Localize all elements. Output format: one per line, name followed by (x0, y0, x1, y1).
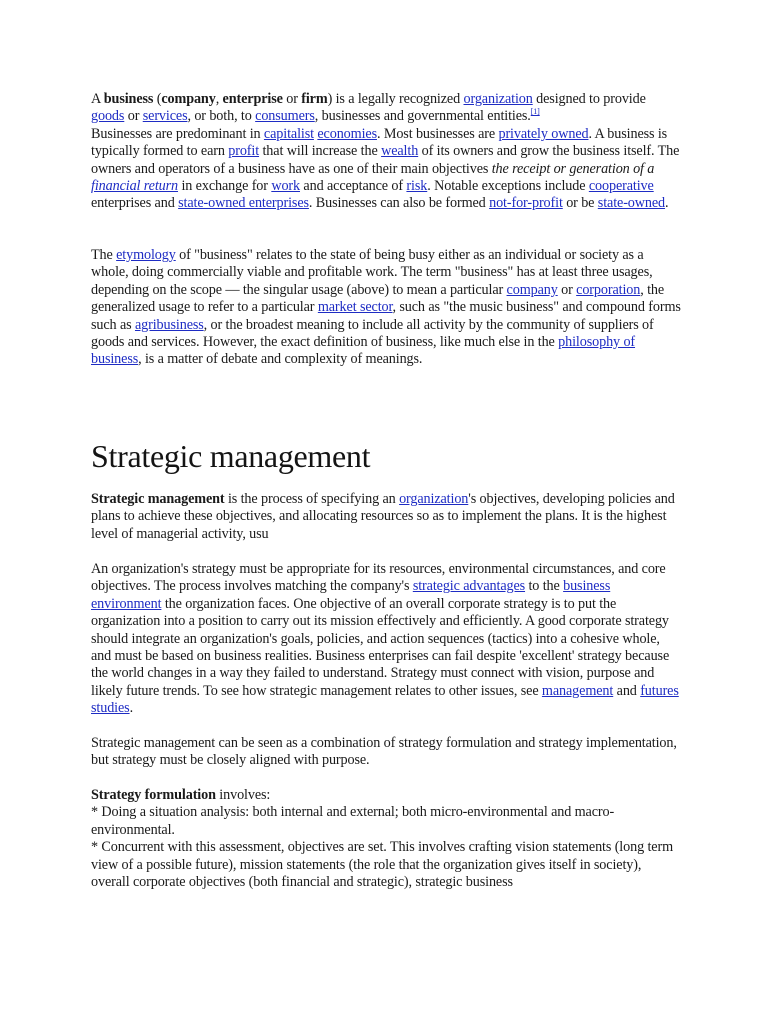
link-not-for-profit[interactable]: not-for-profit (489, 195, 563, 212)
link-philosophy-of-business[interactable]: philosophy of business (91, 334, 636, 368)
link-organization[interactable]: organization (399, 491, 469, 507)
text-run: . (665, 195, 669, 212)
text-run: enterprises and (91, 195, 179, 212)
link-privately-owned[interactable]: privately owned (498, 125, 589, 142)
text-run: Strategic management can be seen as a combination of strategy formulation and strategy implementation, but strategy must be closely aligned with purpose. (91, 735, 677, 769)
text-run: ( (153, 91, 162, 107)
text-run: or be (562, 195, 598, 212)
text-run: , such as "the music business" and compound forms such as (91, 299, 681, 333)
text-run: . Businesses can also be formed (308, 195, 490, 212)
bold-term-business: business (103, 91, 154, 107)
link-risk[interactable]: risk (406, 178, 428, 195)
text-run: of its owners and grow the business itself. The owners and operators of a business have as one of their main objectives (91, 143, 680, 177)
text-run: . A business is typically formed to earn (91, 125, 668, 160)
link-economies[interactable]: economies (317, 125, 377, 142)
link-state-owned-enterprises[interactable]: state-owned enterprises (178, 195, 309, 212)
link-profit[interactable]: profit (228, 143, 260, 160)
text-run: to the (525, 578, 564, 595)
text-run: , or the broadest meaning to include all activity by the community of suppliers of goods and services. However, the exact definition of business, like much else in the (91, 316, 654, 351)
paragraph-strategy (91, 561, 681, 718)
link-strategic-advantages[interactable]: strategic advantages (412, 578, 526, 595)
link-goods[interactable]: goods (91, 108, 125, 125)
text-run: , is a matter of debate and complexity of meanings. (138, 351, 423, 368)
bold-term-firm: firm (301, 91, 328, 107)
text-run: . Notable exceptions include (427, 178, 589, 195)
text-run: and (613, 682, 641, 699)
text-run: the organization faces. One objective of an overall corporate strategy is to put the organization into a position to carry out its mission effectively and efficiently. A good corporate strategy should integrate an organization's goals, policies, and action sequences (tactics) into a cohesive whole, and must be based on business realities. Business enterprises can fail despite 'excellent' strategy because the world changes in a way they failed to understand. Strategy must connect with vision, purpose and likely future trends. To see how strategic management relates to other issues, see (91, 595, 670, 699)
text-run: is the process of specifying an (224, 491, 400, 507)
link-futures-studies[interactable]: futures studies (91, 682, 679, 717)
text-run: A (91, 91, 104, 107)
text-run: The (91, 247, 117, 263)
link-management[interactable]: management (541, 682, 614, 699)
text-run: or (282, 91, 302, 107)
text-run: or (557, 281, 577, 298)
link-state-owned[interactable]: state-owned (597, 195, 666, 212)
link-work[interactable]: work (271, 178, 300, 195)
link-financial-return[interactable]: financial return (91, 178, 179, 195)
paragraph-combination (91, 735, 681, 770)
link-corporation[interactable]: corporation (576, 281, 641, 298)
link-organization[interactable]: organization (463, 91, 533, 107)
text-run: . (129, 700, 134, 717)
text-run: designed to provide (532, 91, 646, 107)
paragraph-etymology (91, 247, 681, 369)
text-run: 's objectives, developing policies and plans to achieve these objectives, and allocating resources so as to implement the plans. It is the highest level of managerial activity, usu (91, 491, 675, 542)
text-run: that will increase the (259, 143, 382, 160)
text-run: of "business" relates to the state of being busy either as an individual or society as a whole, doing commercially viable and profitable work. The term "business" has at least three usages, depending on the scope — the singular usage (above) to mean a particular (91, 247, 653, 298)
link-services[interactable]: services (142, 108, 188, 125)
text-run: . Most businesses are (376, 125, 499, 142)
text-run: , or both, to (187, 108, 256, 125)
link-wealth[interactable]: wealth (381, 143, 419, 160)
text-run: or (124, 108, 143, 125)
link-agribusiness[interactable]: agribusiness (134, 316, 204, 333)
link-capitalist[interactable]: capitalist (263, 125, 314, 142)
list-item-situation-analysis: * Doing a situation analysis: both internal and external; both micro-environmental and macro-environmental. (91, 804, 615, 838)
text-run: and acceptance of (300, 178, 407, 195)
text-run: ) is a legally recognized (327, 91, 464, 107)
link-etymology[interactable]: etymology (116, 247, 176, 263)
bold-term-enterprise: enterprise (222, 91, 283, 107)
link-business-environment[interactable]: business environment (91, 578, 611, 612)
text-run: , businesses and governmental entities. (314, 108, 531, 125)
link-market-sector[interactable]: market sector (317, 299, 393, 316)
bold-term-company: company (161, 91, 216, 107)
link-cooperative[interactable]: cooperative (588, 178, 654, 195)
paragraph-business-definition (91, 91, 681, 213)
link-footnote-ref[interactable]: [1] (530, 107, 540, 117)
bold-term-strategic-management: Strategic management (91, 491, 225, 507)
text-run: involves: (215, 787, 271, 803)
link-company[interactable]: company (506, 281, 558, 298)
text-run: in exchange for (178, 178, 272, 195)
text-run: , (215, 91, 223, 107)
list-item-objectives: * Concurrent with this assessment, objectives are set. This involves crafting vision statements (long term view of a possible future), mission statements (the role that the organization gives itself in society), overall corporate objectives (both financial and strategic), strategic business (91, 839, 673, 891)
paragraph-strategy-formulation (91, 787, 681, 891)
bold-term-strategy-formulation: Strategy formulation (91, 787, 216, 803)
text-run: Businesses are predominant in (91, 125, 261, 142)
section-heading: Strategic management (91, 438, 371, 474)
text-run: , the generalized usage to refer to a particular (91, 281, 665, 316)
link-consumers[interactable]: consumers (255, 108, 315, 125)
paragraph-strategic-management (91, 491, 681, 543)
italic-text: the receipt or generation of a (491, 160, 655, 177)
text-run: An organization's strategy must be appropriate for its resources, environmental circumstances, and core objectives. The process involves matching the company's (91, 561, 666, 595)
